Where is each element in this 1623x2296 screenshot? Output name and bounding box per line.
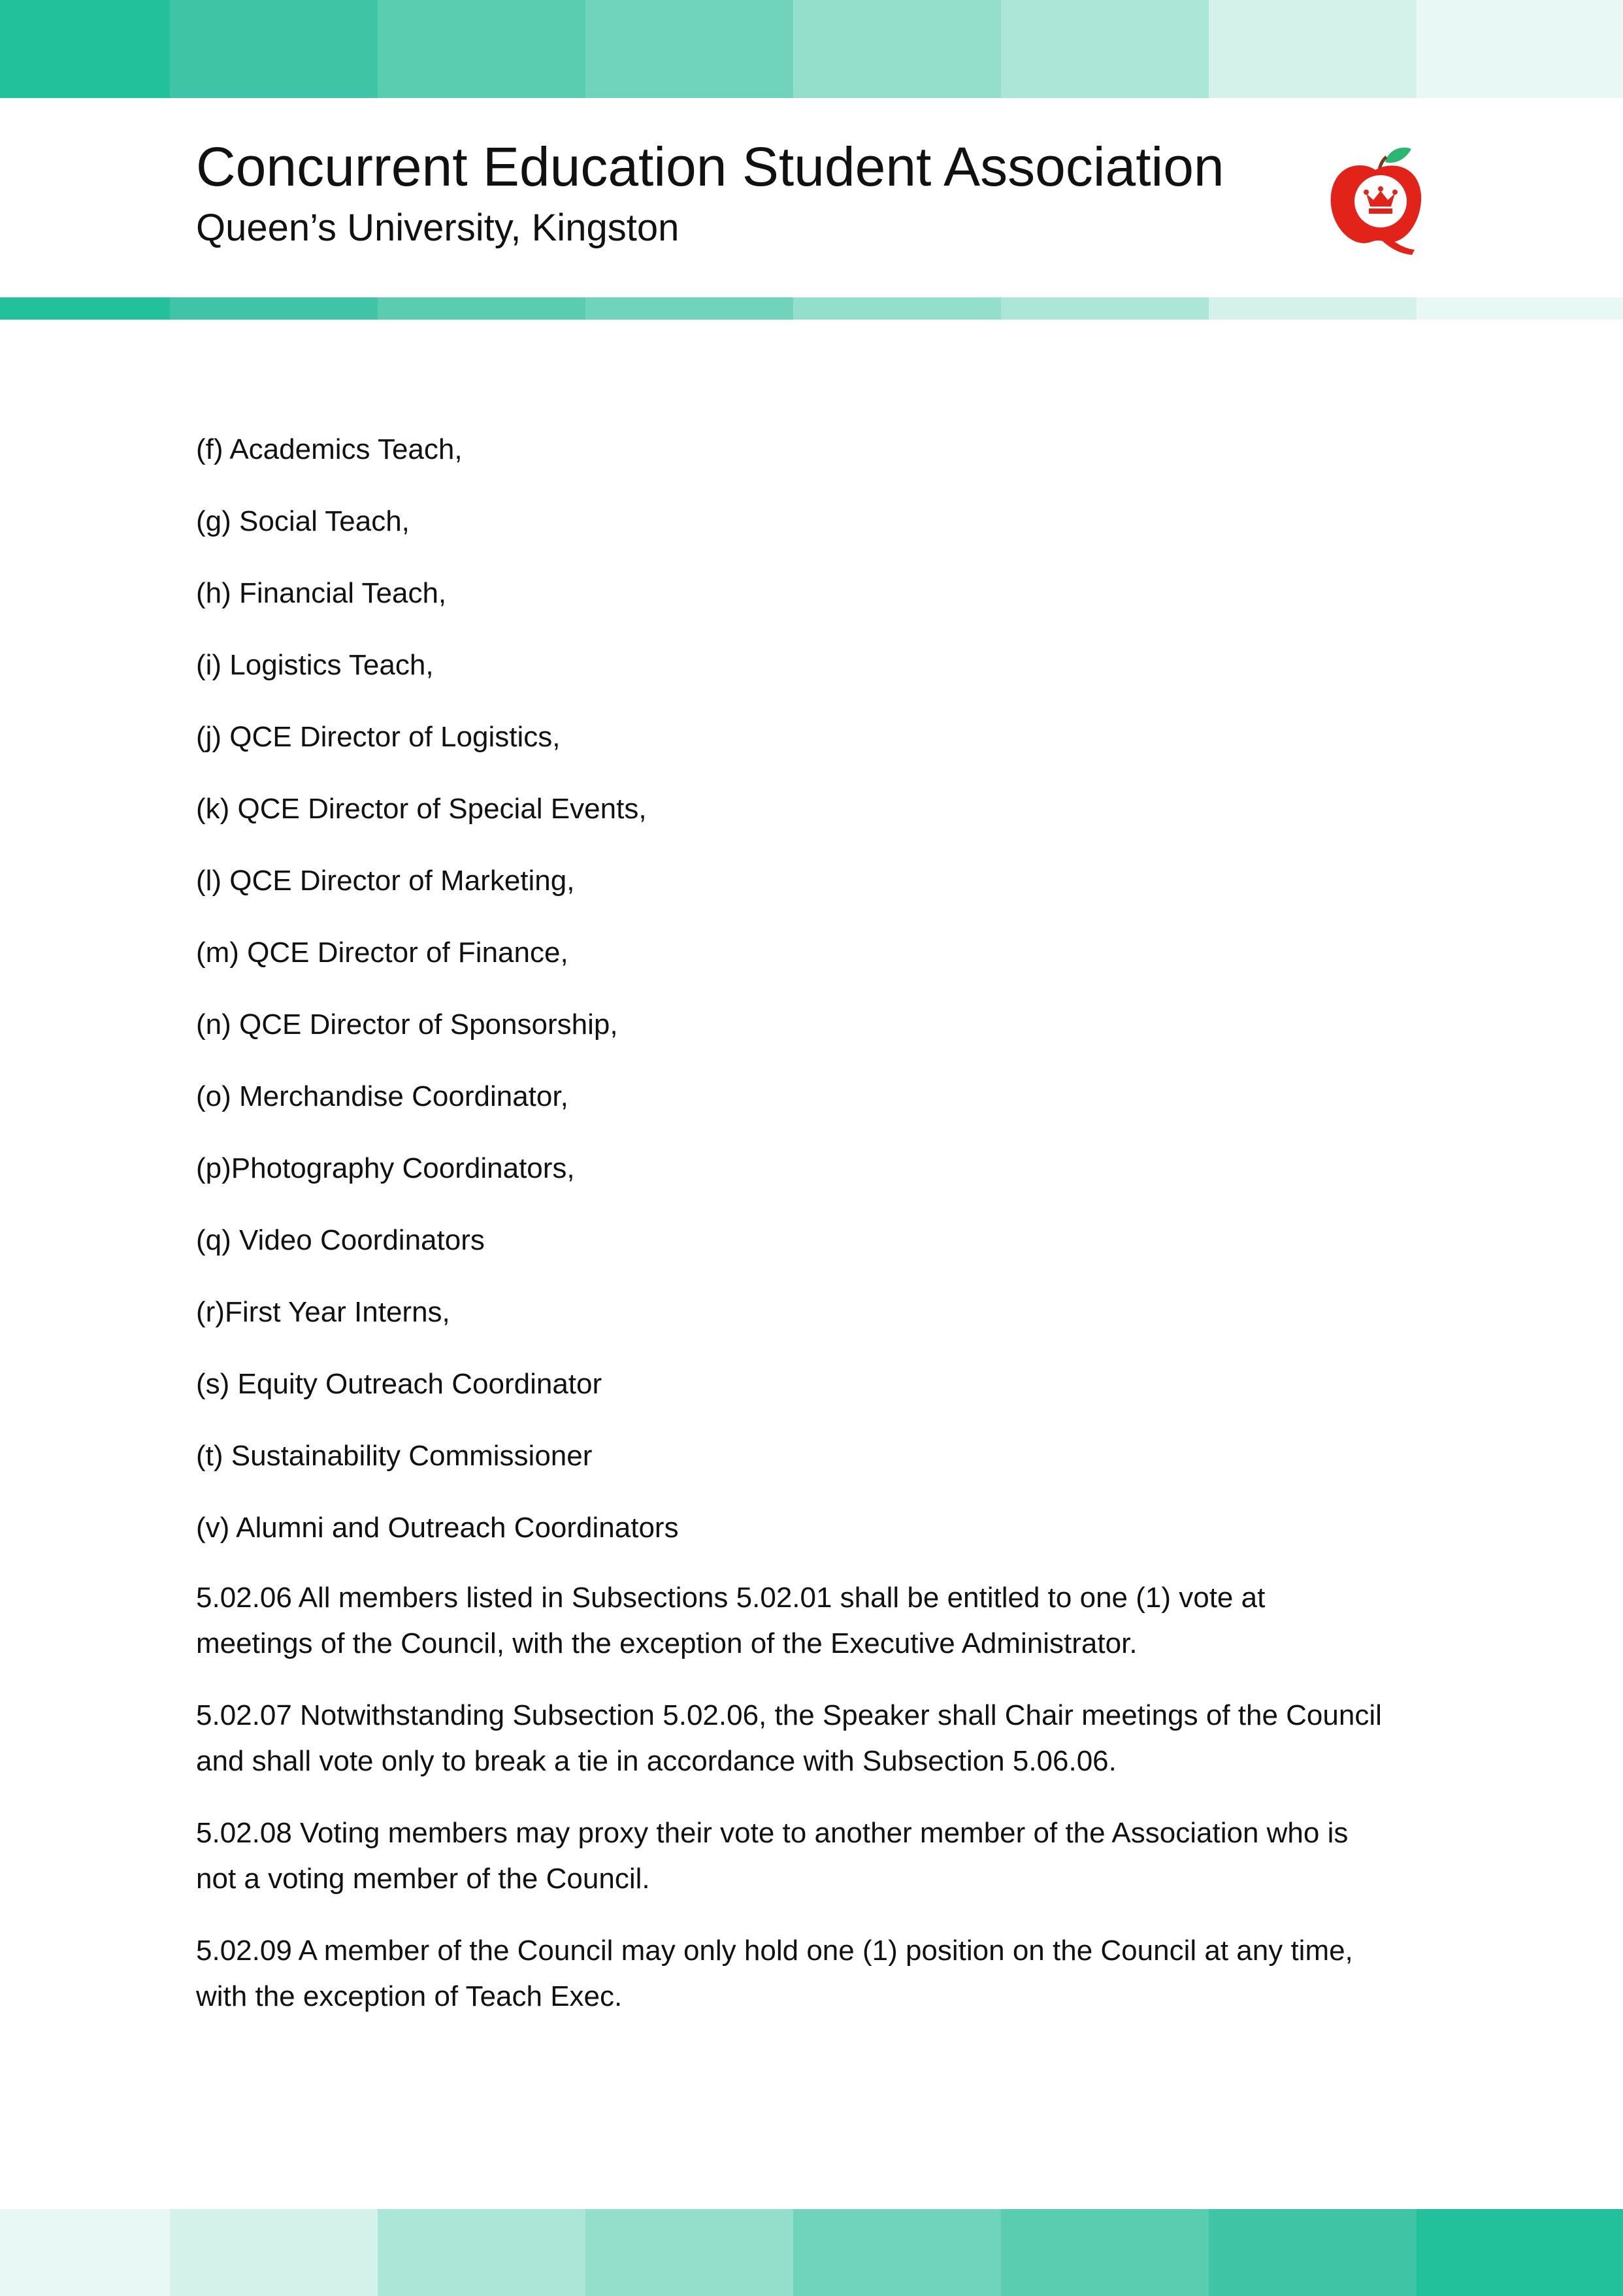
band-segment [170, 0, 378, 98]
paragraph-line: and shall vote only to break a tie in accordance with Subsection 5.06.06. [196, 1745, 1117, 1777]
band-segment [0, 297, 170, 320]
band-segment [378, 0, 585, 98]
paragraph-line: 5.02.07 Notwithstanding Subsection 5.02.06, the Speaker shall Chair meetings of the Council [196, 1699, 1382, 1731]
band-segment [0, 0, 170, 98]
document-body [196, 425, 1437, 2046]
list-item: (p)Photography Coordinators, [196, 1152, 575, 1184]
band-segment [170, 2209, 378, 2296]
band-segment [1209, 0, 1417, 98]
list-item: (v) Alumni and Outreach Coordinators [196, 1512, 679, 1544]
list-item: (i) Logistics Teach, [196, 649, 434, 681]
band-segment [585, 0, 793, 98]
apple-q-crown-logo-icon [1323, 144, 1428, 255]
paragraph-line: 5.02.08 Voting members may proxy their vote to another member of the Association who is [196, 1817, 1349, 1849]
band-segment [1417, 297, 1623, 320]
band-segment [585, 297, 793, 320]
list-item: (r)First Year Interns, [196, 1296, 450, 1328]
paragraph-line: not a voting member of the Council. [196, 1863, 650, 1895]
letterhead [196, 134, 1224, 254]
band-segment [1209, 2209, 1417, 2296]
paragraph-line: 5.02.06 All members listed in Subsections 5.02.01 shall be entitled to one (1) vote at [196, 1582, 1266, 1614]
band-segment [1417, 0, 1623, 98]
bylaw-paragraph [196, 1693, 1437, 1784]
band-segment [793, 0, 1001, 98]
list-item: (o) Merchandise Coordinator, [196, 1080, 568, 1112]
band-segment [793, 2209, 1001, 2296]
band-segment [793, 297, 1001, 320]
paragraph-line: with the exception of Teach Exec. [196, 1980, 623, 2012]
list-item: (k) QCE Director of Special Events, [196, 793, 647, 825]
band-segment [378, 2209, 585, 2296]
list-item: (j) QCE Director of Logistics, [196, 721, 561, 753]
list-item: (t) Sustainability Commissioner [196, 1440, 593, 1472]
bylaw-paragraph [196, 1575, 1437, 1667]
band-segment [1417, 2209, 1623, 2296]
band-segment [170, 297, 378, 320]
band-segment [1001, 0, 1209, 98]
council-positions-list [196, 425, 1437, 1575]
bottom-color-band [0, 2209, 1623, 2296]
band-segment [1001, 297, 1209, 320]
organization-title: Concurrent Education Student Association [196, 136, 1224, 197]
band-segment [0, 2209, 170, 2296]
bylaw-paragraphs [196, 1575, 1437, 2020]
band-segment [1001, 2209, 1209, 2296]
list-item: (q) Video Coordinators [196, 1224, 485, 1256]
paragraph-line: 5.02.09 A member of the Council may only hold one (1) position on the Council at any time, [196, 1935, 1353, 1967]
list-item: (f) Academics Teach, [196, 433, 463, 465]
list-item: (s) Equity Outreach Coordinator [196, 1368, 602, 1400]
header-divider-band [0, 297, 1623, 320]
organization-subtitle: Queen’s University, Kingston [196, 207, 680, 249]
bylaw-paragraph [196, 1810, 1437, 1902]
list-item: (h) Financial Teach, [196, 577, 447, 609]
list-item: (m) QCE Director of Finance, [196, 937, 568, 969]
list-item: (g) Social Teach, [196, 505, 410, 537]
band-segment [585, 2209, 793, 2296]
band-segment [378, 297, 585, 320]
top-color-band [0, 0, 1623, 98]
band-segment [1209, 297, 1417, 320]
list-item: (l) QCE Director of Marketing, [196, 865, 575, 897]
bylaw-paragraph [196, 1928, 1437, 2020]
list-item: (n) QCE Director of Sponsorship, [196, 1008, 618, 1040]
paragraph-line: meetings of the Council, with the exception of the Executive Administrator. [196, 1627, 1138, 1659]
